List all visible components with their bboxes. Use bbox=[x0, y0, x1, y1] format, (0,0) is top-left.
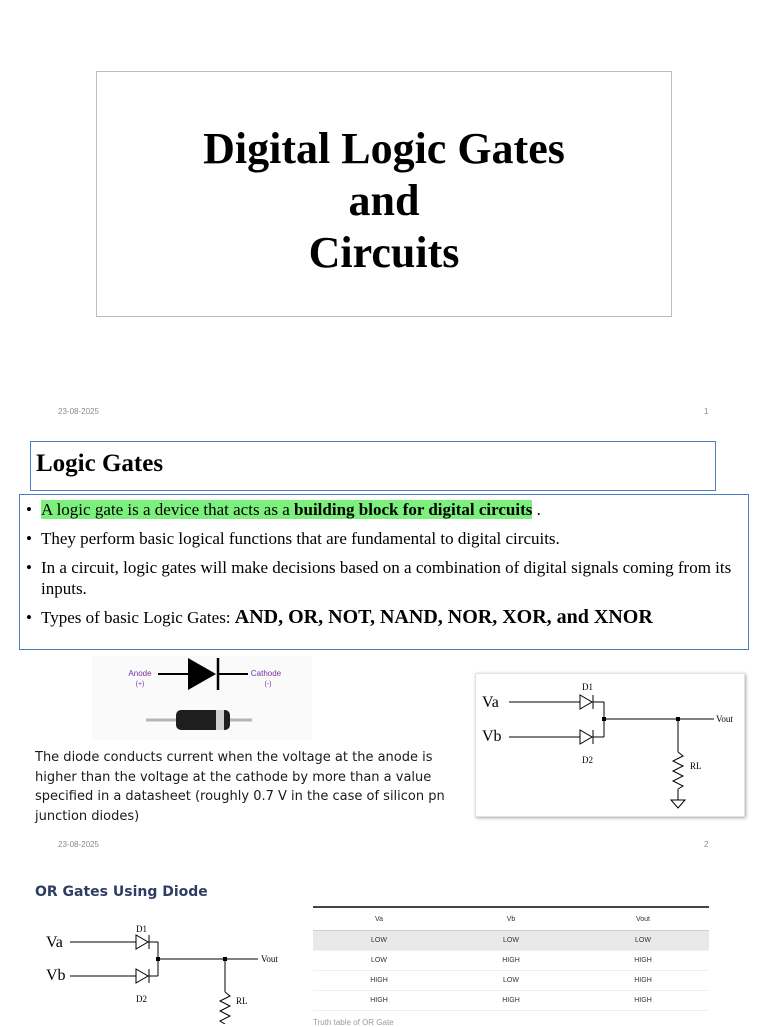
junction-dot bbox=[676, 717, 680, 721]
or-circuit-diagram bbox=[476, 674, 744, 816]
table-header-row bbox=[313, 907, 709, 931]
slide-title bbox=[203, 109, 565, 279]
title-line-1: Digital Logic Gates bbox=[203, 124, 565, 173]
or-circuit-image-frame bbox=[475, 673, 745, 817]
input-va-label: Va bbox=[482, 694, 499, 711]
or-gate-diode-circuit bbox=[40, 918, 290, 1024]
slide-1-number: 1 bbox=[704, 407, 709, 416]
title-slide-frame bbox=[96, 71, 672, 317]
slide-2-heading: Logic Gates bbox=[36, 450, 164, 477]
or-truth-table bbox=[313, 906, 709, 1011]
output-vout-label: Vout bbox=[261, 954, 278, 964]
gate-types: AND, OR, NOT, NAND, NOR, XOR, and XNOR bbox=[234, 606, 653, 628]
slide-3-heading: OR Gates Using Diode bbox=[35, 884, 208, 900]
column-header-vout: Vout bbox=[577, 907, 709, 931]
diode-d2-label: D2 bbox=[582, 755, 593, 765]
diode-d2-label: D2 bbox=[136, 994, 147, 1004]
bullet-item: • A logic gate is a device that acts as a building block for digital circuits . bbox=[26, 499, 742, 520]
circuit-wires bbox=[70, 935, 258, 1024]
column-header-vb: Vb bbox=[445, 907, 577, 931]
title-line-2: and bbox=[348, 176, 420, 225]
anode-label: Anode bbox=[128, 669, 152, 678]
resistor-rl-label: RL bbox=[690, 761, 702, 771]
bullet-list bbox=[26, 499, 742, 636]
anode-sign: (+) bbox=[135, 681, 145, 688]
junction-dot bbox=[223, 957, 227, 961]
table-row: HIGH LOW HIGH bbox=[313, 971, 709, 991]
bullet-list-box bbox=[19, 494, 749, 650]
bullet-item: • In a circuit, logic gates will make decisions based on a combination of digital signals coming from its inputs. bbox=[26, 557, 742, 599]
input-vb-label: Vb bbox=[46, 967, 66, 984]
table-row: LOW LOW LOW bbox=[313, 931, 709, 951]
resistor-rl-label: RL bbox=[236, 996, 248, 1006]
column-header-va: Va bbox=[313, 907, 445, 931]
junction-dot bbox=[602, 717, 606, 721]
output-vout-label: Vout bbox=[716, 714, 733, 724]
table-row: HIGH HIGH HIGH bbox=[313, 991, 709, 1011]
slide-1-date: 23-08-2025 bbox=[58, 407, 99, 416]
input-vb-label: Vb bbox=[482, 728, 502, 745]
logic-gates-heading-box bbox=[30, 441, 716, 491]
diode-description: The diode conducts current when the voltage at the anode is higher than the voltage at the cathode by more than a value specified in a datasheet (roughly 0.7 V in the case of silicon pn junction diodes) bbox=[35, 750, 445, 824]
highlighted-text: A logic gate is a device that acts as a building block for digital circuits bbox=[41, 500, 533, 519]
diode-illustration bbox=[92, 656, 312, 740]
diode-d1-label: D1 bbox=[582, 682, 593, 692]
truth-table-caption: Truth table of OR Gate bbox=[313, 1018, 394, 1027]
slide-2-date: 23-08-2025 bbox=[58, 840, 99, 849]
cathode-sign: (-) bbox=[264, 681, 272, 688]
table-row: LOW HIGH HIGH bbox=[313, 951, 709, 971]
slide-2-number: 2 bbox=[704, 840, 709, 849]
bullet-item: • They perform basic logical functions that are fundamental to digital circuits. bbox=[26, 528, 742, 549]
input-va-label: Va bbox=[46, 934, 63, 951]
bullet-item: • Types of basic Logic Gates: AND, OR, NOT, NAND, NOR, XOR, and XNOR bbox=[26, 607, 742, 628]
cathode-label: Cathode bbox=[250, 669, 282, 678]
junction-dot bbox=[156, 957, 160, 961]
circuit-wires bbox=[509, 695, 714, 808]
diode-d1-label: D1 bbox=[136, 924, 147, 934]
title-line-3: Circuits bbox=[308, 228, 460, 277]
